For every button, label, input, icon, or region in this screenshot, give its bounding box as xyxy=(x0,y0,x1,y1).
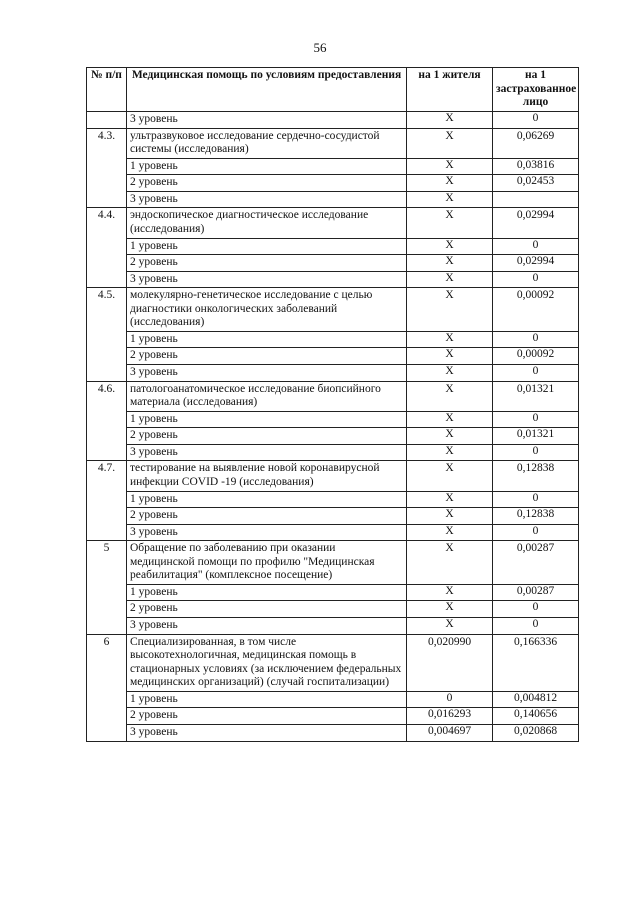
per-insured-value: 0,140656 xyxy=(493,708,579,725)
level-row xyxy=(87,618,579,635)
per-resident-value: Х xyxy=(407,491,493,508)
per-insured-value: 0,004812 xyxy=(493,691,579,708)
level-label: 1 уровень xyxy=(127,584,407,601)
per-insured-value: 0,00287 xyxy=(493,541,579,585)
level-label: 3 уровень xyxy=(127,191,407,208)
per-resident-value: Х xyxy=(407,112,493,129)
level-row xyxy=(87,428,579,445)
per-insured-value: 0 xyxy=(493,271,579,288)
level-label: 2 уровень xyxy=(127,428,407,445)
section-row xyxy=(87,634,579,691)
level-row xyxy=(87,271,579,288)
per-insured-value: 0 xyxy=(493,331,579,348)
level-row xyxy=(87,584,579,601)
section-number: 4.5. xyxy=(87,288,127,381)
per-resident-value: Х xyxy=(407,348,493,365)
per-insured-value: 0,00092 xyxy=(493,288,579,332)
per-resident-value: Х xyxy=(407,411,493,428)
per-resident-value: 0,016293 xyxy=(407,708,493,725)
per-insured-value: 0 xyxy=(493,238,579,255)
level-label: 1 уровень xyxy=(127,158,407,175)
level-label: 3 уровень xyxy=(127,444,407,461)
page-number: 56 xyxy=(313,40,327,55)
section-row xyxy=(87,461,579,491)
per-insured-value: 0,01321 xyxy=(493,381,579,411)
table-body xyxy=(87,112,579,742)
per-insured-value: 0,00092 xyxy=(493,348,579,365)
section-number: 4.6. xyxy=(87,381,127,461)
section-number: 4.7. xyxy=(87,461,127,541)
per-resident-value: Х xyxy=(407,288,493,332)
level-row xyxy=(87,444,579,461)
per-insured-value xyxy=(493,191,579,208)
level-row xyxy=(87,191,579,208)
per-insured-value: 0,12838 xyxy=(493,508,579,525)
level-row xyxy=(87,524,579,541)
header-care-type: Медицинская помощь по условиям предоставления xyxy=(127,68,407,112)
section-row xyxy=(87,128,579,158)
level-label: 1 уровень xyxy=(127,238,407,255)
section-row xyxy=(87,541,579,585)
section-title: тестирование на выявление новой коронавирусной инфекции COVID -19 (исследования) xyxy=(127,461,407,491)
level-label: 2 уровень xyxy=(127,508,407,525)
level-row xyxy=(87,365,579,382)
level-label: 3 уровень xyxy=(127,271,407,288)
level-row xyxy=(87,411,579,428)
per-insured-value: 0,01321 xyxy=(493,428,579,445)
per-resident-value: Х xyxy=(407,541,493,585)
per-insured-value: 0,020868 xyxy=(493,724,579,741)
per-resident-value: Х xyxy=(407,444,493,461)
level-row xyxy=(87,175,579,192)
level-label: 2 уровень xyxy=(127,708,407,725)
header-number: № п/п xyxy=(87,68,127,112)
per-resident-value: Х xyxy=(407,508,493,525)
section-title: патологоанатомическое исследование биопсийного материала (исследования) xyxy=(127,381,407,411)
level-label: 1 уровень xyxy=(127,491,407,508)
per-resident-value: Х xyxy=(407,428,493,445)
per-resident-value: Х xyxy=(407,331,493,348)
section-row xyxy=(87,381,579,411)
header-per-insured: на 1 застрахованное лицо xyxy=(493,68,579,112)
per-resident-value: Х xyxy=(407,158,493,175)
section-row xyxy=(87,208,579,238)
per-resident-value: Х xyxy=(407,365,493,382)
table-row xyxy=(87,112,579,129)
level-label: 3 уровень xyxy=(127,724,407,741)
per-resident-value: Х xyxy=(407,271,493,288)
per-resident-value: Х xyxy=(407,191,493,208)
per-insured-value: 0 xyxy=(493,618,579,635)
per-resident-value: Х xyxy=(407,461,493,491)
level-row xyxy=(87,348,579,365)
level-label: 2 уровень xyxy=(127,601,407,618)
medical-care-table xyxy=(86,67,579,742)
per-resident-value: Х xyxy=(407,175,493,192)
per-insured-value: 0,03816 xyxy=(493,158,579,175)
level-label: 2 уровень xyxy=(127,175,407,192)
per-insured-value: 0 xyxy=(493,601,579,618)
per-insured-value: 0 xyxy=(493,365,579,382)
level-label: 2 уровень xyxy=(127,255,407,272)
table-header xyxy=(87,68,579,112)
level-row xyxy=(87,491,579,508)
per-resident-value: Х xyxy=(407,618,493,635)
per-resident-value: 0,020990 xyxy=(407,634,493,691)
level-row xyxy=(87,724,579,741)
level-label: 3 уровень xyxy=(127,524,407,541)
per-resident-value: Х xyxy=(407,238,493,255)
row-number xyxy=(87,112,127,129)
per-insured-value: 0,166336 xyxy=(493,634,579,691)
section-title: Обращение по заболеванию при оказании медицинской помощи по профилю "Медицинская реабилитация" (комплексное посещение) xyxy=(127,541,407,585)
section-number: 5 xyxy=(87,541,127,634)
per-insured-value: 0 xyxy=(493,411,579,428)
per-resident-value: Х xyxy=(407,601,493,618)
level-row xyxy=(87,601,579,618)
per-resident-value: Х xyxy=(407,524,493,541)
section-title: ультразвуковое исследование сердечно-сосудистой системы (исследования) xyxy=(127,128,407,158)
section-title: эндоскопическое диагностическое исследование (исследования) xyxy=(127,208,407,238)
header-per-resident: на 1 жителя xyxy=(407,68,493,112)
per-resident-value: Х xyxy=(407,255,493,272)
per-resident-value: 0 xyxy=(407,691,493,708)
level-row xyxy=(87,508,579,525)
section-row xyxy=(87,288,579,332)
per-resident-value: Х xyxy=(407,381,493,411)
section-number: 4.3. xyxy=(87,128,127,208)
level-label: 1 уровень xyxy=(127,331,407,348)
level-row xyxy=(87,158,579,175)
per-insured-value: 0,00287 xyxy=(493,584,579,601)
level-row xyxy=(87,691,579,708)
per-resident-value: Х xyxy=(407,208,493,238)
level-label: 3 уровень xyxy=(127,112,407,129)
level-label: 1 уровень xyxy=(127,691,407,708)
per-insured-value: 0 xyxy=(493,444,579,461)
level-label: 3 уровень xyxy=(127,365,407,382)
section-number: 6 xyxy=(87,634,127,741)
per-insured-value: 0,12838 xyxy=(493,461,579,491)
level-row xyxy=(87,255,579,272)
per-insured-value: 0 xyxy=(493,112,579,129)
section-title: Специализированная, в том числе высокотехнологичная, медицинская помощь в стационарных условиях (за исключением федеральных медицинских организаций) (случай госпитализации) xyxy=(127,634,407,691)
level-label: 2 уровень xyxy=(127,348,407,365)
level-row xyxy=(87,331,579,348)
per-resident-value: Х xyxy=(407,584,493,601)
level-row xyxy=(87,238,579,255)
per-insured-value: 0 xyxy=(493,524,579,541)
level-label: 3 уровень xyxy=(127,618,407,635)
section-number: 4.4. xyxy=(87,208,127,288)
per-insured-value: 0 xyxy=(493,491,579,508)
per-insured-value: 0,06269 xyxy=(493,128,579,158)
level-label: 1 уровень xyxy=(127,411,407,428)
per-resident-value: Х xyxy=(407,128,493,158)
per-insured-value: 0,02994 xyxy=(493,255,579,272)
level-row xyxy=(87,708,579,725)
per-insured-value: 0,02994 xyxy=(493,208,579,238)
per-resident-value: 0,004697 xyxy=(407,724,493,741)
per-insured-value: 0,02453 xyxy=(493,175,579,192)
section-title: молекулярно-генетическое исследование с целью диагностики онкологических заболеваний (исследования) xyxy=(127,288,407,332)
